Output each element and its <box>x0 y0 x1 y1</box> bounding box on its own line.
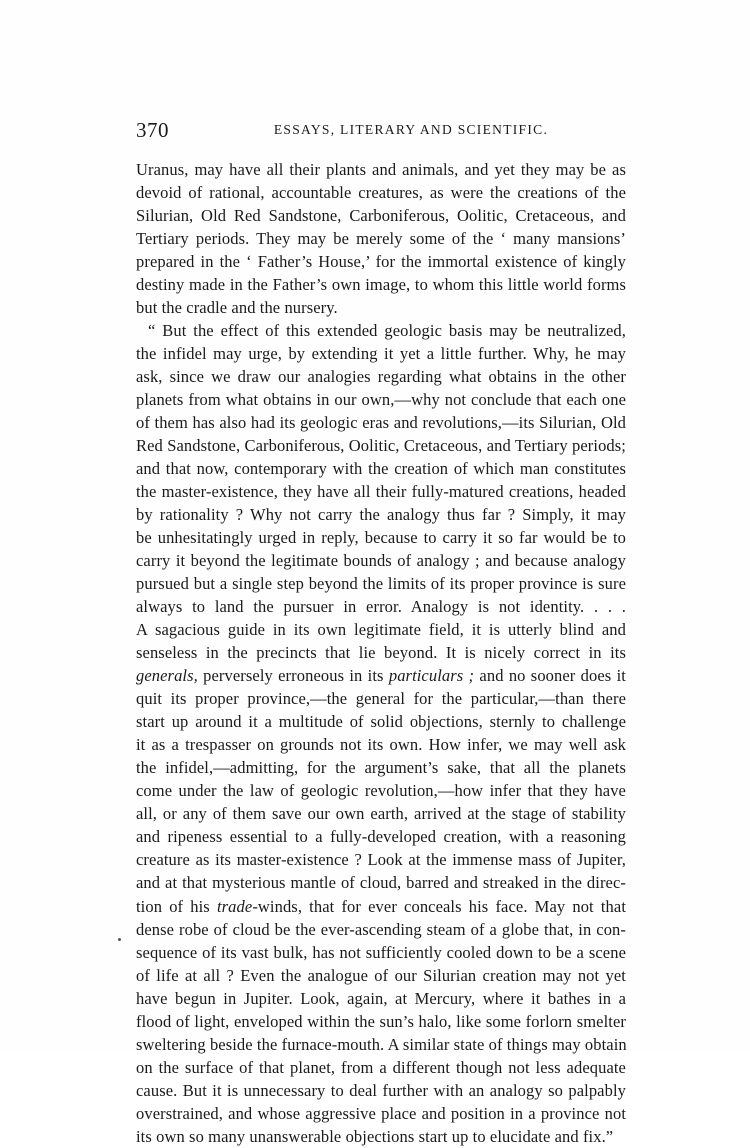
body-text <box>136 158 626 1148</box>
text-line: the infidel may urge, by extending it yet a little further. Why, he may <box>136 344 626 364</box>
text-line: pursued but a single step beyond the limits of its proper province is sure <box>136 574 626 594</box>
text-line: Silurian, Old Red Sandstone, Carboniferous, Oolitic, Cretaceous, and <box>136 206 626 226</box>
text-segment: and no sooner does it <box>474 666 626 686</box>
text-line: cause. But it is unnecessary to deal further with an analogy so palpably <box>136 1080 626 1100</box>
text-line: flood of light, enveloped within the sun’s halo, like some forlorn smelter <box>136 1011 626 1031</box>
text-line: dense robe of cloud be the ever-ascending steam of a globe that, in con- <box>136 919 626 939</box>
text-line: Tertiary periods. They may be merely some of the ‘ many mansions’ <box>136 229 626 249</box>
text-line: sweltering beside the furnace-mouth. A similar state of things may obtain <box>136 1034 627 1054</box>
text-segment: perversely erroneous in its <box>197 666 389 686</box>
text-line: but the cradle and the nursery. <box>136 298 338 318</box>
text-line: the master-existence, they have all their fully-matured creations, headed <box>136 482 626 502</box>
text-line: on the surface of that planet, from a different though not less adequate <box>136 1057 626 1077</box>
text-line: and ripeness essential to a fully-developed creation, with a reasoning <box>136 827 626 847</box>
text-line: carry it beyond the legitimate bounds of analogy ; and because analogy <box>136 551 626 571</box>
text-line <box>136 895 626 918</box>
text-line: come under the law of geologic revolution,—how infer that they have <box>136 781 626 801</box>
text-line: destiny made in the Father’s own image, to whom this little world forms <box>136 275 626 295</box>
text-line: always to land the pursuer in error. Analogy is not identity. . . . <box>136 597 626 617</box>
text-line: it as a trespasser on grounds not its own. How infer, we may well ask <box>136 735 626 755</box>
page-header <box>136 118 626 142</box>
text-line: overstrained, and whose aggressive place and position in a province not <box>136 1103 626 1123</box>
text-line: quit its proper province,—the general for the particular,—than there <box>136 689 626 709</box>
text-line: A sagacious guide in its own legitimate field, it is utterly blind and <box>136 620 626 640</box>
text-line: of life at all ? Even the analogue of our Silurian creation may not yet <box>136 965 626 985</box>
text-line: senseless in the precincts that lie beyond. It is nicely correct in its <box>136 643 626 663</box>
text-line: all, or any of them save our own earth, arrived at the stage of stability <box>136 804 626 824</box>
italic-text: particulars ; <box>388 666 475 686</box>
italic-text: trade <box>216 896 253 916</box>
running-head: ESSAYS, LITERARY AND SCIENTIFIC. <box>273 122 549 137</box>
text-line: by rationality ? Why not carry the analogy thus far ? Simply, it may <box>136 505 626 525</box>
text-line: start up around it a multitude of solid objections, sternly to challenge <box>136 712 626 732</box>
text-line: Red Sandstone, Carboniferous, Oolitic, Cretaceous, and Tertiary periods; <box>136 436 626 456</box>
text-line: planets from what obtains in our own,—why not conclude that each one <box>136 390 626 410</box>
text-line: creature as its master-existence ? Look at the immense mass of Jupiter, <box>136 850 626 870</box>
text-line: have begun in Jupiter. Look, again, at Mercury, where it bathes in a <box>136 988 626 1008</box>
text-line: “ But the effect of this extended geologic basis may be neutralized, <box>148 321 626 341</box>
text-line: its own so many unanswerable objections start up to elucidate and fix.” <box>136 1126 614 1146</box>
margin-mark <box>118 938 121 941</box>
text-line: devoid of rational, accountable creatures, as were the creations of the <box>136 183 626 203</box>
italic-text: generals, <box>136 666 198 686</box>
text-line: ask, since we draw our analogies regarding what obtains in the other <box>136 367 626 387</box>
text-line <box>136 664 626 687</box>
text-line: of them has also had its geologic eras and revolutions,—its Silurian, Old <box>136 413 626 433</box>
text-line: the infidel,—admitting, for the argument’s sake, that all the planets <box>136 758 626 778</box>
text-line: and at that mysterious mantle of cloud, barred and streaked in the direc- <box>136 873 626 893</box>
text-line: and that now, contemporary with the creation of which man constitutes <box>136 459 626 479</box>
text-line: Uranus, may have all their plants and animals, and yet they may be as <box>136 160 626 179</box>
text-line: prepared in the ‘ Father’s House,’ for the immortal existence of kingly <box>136 252 626 272</box>
text-line: be unhesitatingly urged in reply, because to carry it so far would be to <box>136 528 626 548</box>
text-segment: tion of his <box>136 896 217 916</box>
text-segment: -winds, that for ever conceals his face. May not that <box>252 896 626 916</box>
text-line: sequence of its vast bulk, has not sufficiently cooled down to be a scene <box>136 942 626 962</box>
page-number: 370 <box>136 118 169 142</box>
